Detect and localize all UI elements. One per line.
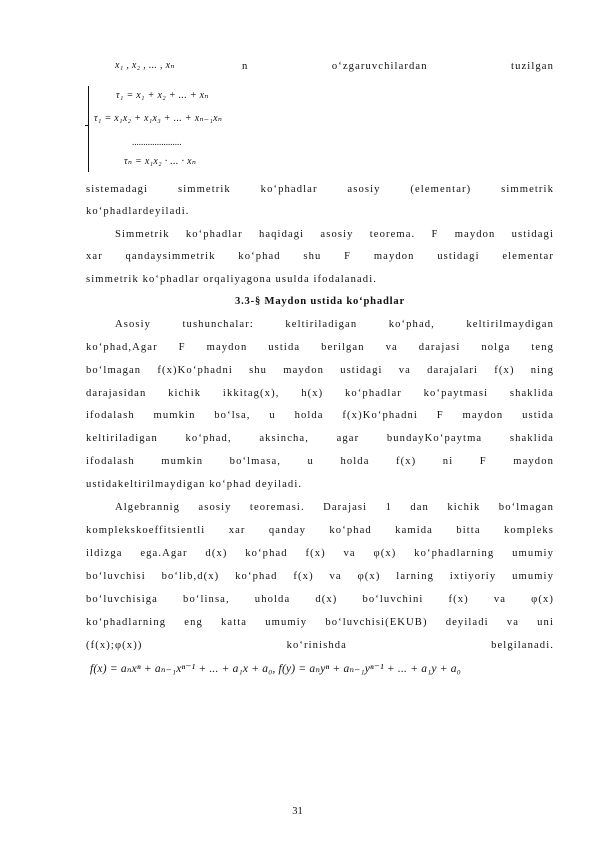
header-word-variables: o‘zgaruvchilardan (331, 61, 428, 72)
section-title: 3.3-§ Maydon ustida ko‘phadlar (235, 296, 405, 307)
paragraph-4-line-7: (f(x);φ(x)) ko‘rinishda belgilanadi. (86, 640, 554, 651)
system-brace-tip (85, 125, 89, 126)
paragraph-3-line-7: ifodalash mumkin bo‘lmasa, u holda f(x) ni F maydon (86, 456, 554, 467)
paragraph-3-line-8: ustidakeltirilmaydigan ko‘phad deyiladi. (86, 479, 303, 490)
system-row-4: τₙ = x₁x₂ · ... · xₙ (124, 156, 197, 167)
header-word-formed: tuzilgan (511, 61, 554, 72)
paragraph-1-line-2: ko‘phadlardeyiladi. (86, 206, 190, 217)
paragraph-3-line-1: Asosiy tushunchalar: keltiriladigan ko‘phad, keltirilmaydigan (115, 319, 554, 330)
system-row-3: ...................... (132, 137, 182, 147)
system-row-2: τ₁ = x₁x₂ + x₁x₃ + ... + xₙ₋₁xₙ (94, 113, 223, 124)
paragraph-4-line-6: ko‘phadlarning eng katta umumiy bo‘luvchisi(EKUB) deyiladi va uni (86, 617, 554, 628)
system-row-1: τ₁ = x₁ + x₂ + ... + xₙ (116, 90, 209, 101)
paragraph-2-line-1: Simmetrik ko‘phadlar haqidagi asosiy teorema. F maydon ustidagi (115, 229, 554, 240)
paragraph-2-line-2: xar qandaysimmetrik ko‘phad shu F maydon ustidagi elementar (86, 251, 554, 262)
header-variables: x₁ , x₂ , ... , xₙ (115, 60, 175, 71)
header-words (242, 61, 554, 72)
header-word-n: n (242, 61, 249, 72)
system-brace (88, 86, 95, 172)
paragraph-3-line-3: bo‘lmagan f(x)Ko‘phadni shu maydon ustidagi va darajalari f(x) ning (86, 365, 554, 376)
paragraph-4-line-1: Algebrannig asosiy teoremasi. Darajasi 1 dan kichik bo‘lmagan (115, 502, 554, 513)
paragraph-3-line-5: ifodalash mumkin bo‘lsa, u holda f(x)Ko‘phadni F maydon ustida (86, 410, 554, 421)
paragraph-4-line-3: ildizga ega.Agar d(x) ko‘phad f(x) va φ(x) ko‘phadlarning umumiy (86, 548, 554, 559)
paragraph-3-line-2: ko‘phad,Agar F maydon ustida berilgan va darajasi nolga teng (86, 342, 554, 353)
paragraph-4-line-5: bo‘luvchisiga bo‘linsa, uholda d(x) bo‘luvchini f(x) va φ(x) (86, 594, 554, 605)
page-number: 31 (292, 806, 303, 817)
paragraph-4-line-4: bo‘luvchisi bo‘lib,d(x) ko‘phad f(x) va φ(x) larning ixtiyoriy umumiy (86, 571, 554, 582)
polynomial-formula: f(x) = aₙxⁿ + aₙ₋₁xⁿ⁻¹ + ... + a₁x + a₀, f(y) = aₙyⁿ + aₙ₋₁yⁿ⁻¹ + ... + a₁y + a₀ (90, 663, 461, 675)
paragraph-4-line-2: komplekskoeffitsientli xar qanday ko‘phad kamida bitta kompleks (86, 525, 554, 536)
paragraph-3-line-6: keltiriladigan ko‘phad, aksincha, agar bundayKo‘paytma shaklida (86, 433, 554, 444)
paragraph-3-line-4: darajasidan kichik ikkitag(x), h(x) ko‘phadlar ko‘paytmasi shaklida (86, 388, 554, 399)
paragraph-1-line-1: sistemadagi simmetrik ko‘phadlar asosiy (elementar) simmetrik (86, 184, 554, 195)
paragraph-2-line-3: simmetrik ko‘phadlar orqaliyagona usulda ifodalanadi. (86, 274, 377, 285)
